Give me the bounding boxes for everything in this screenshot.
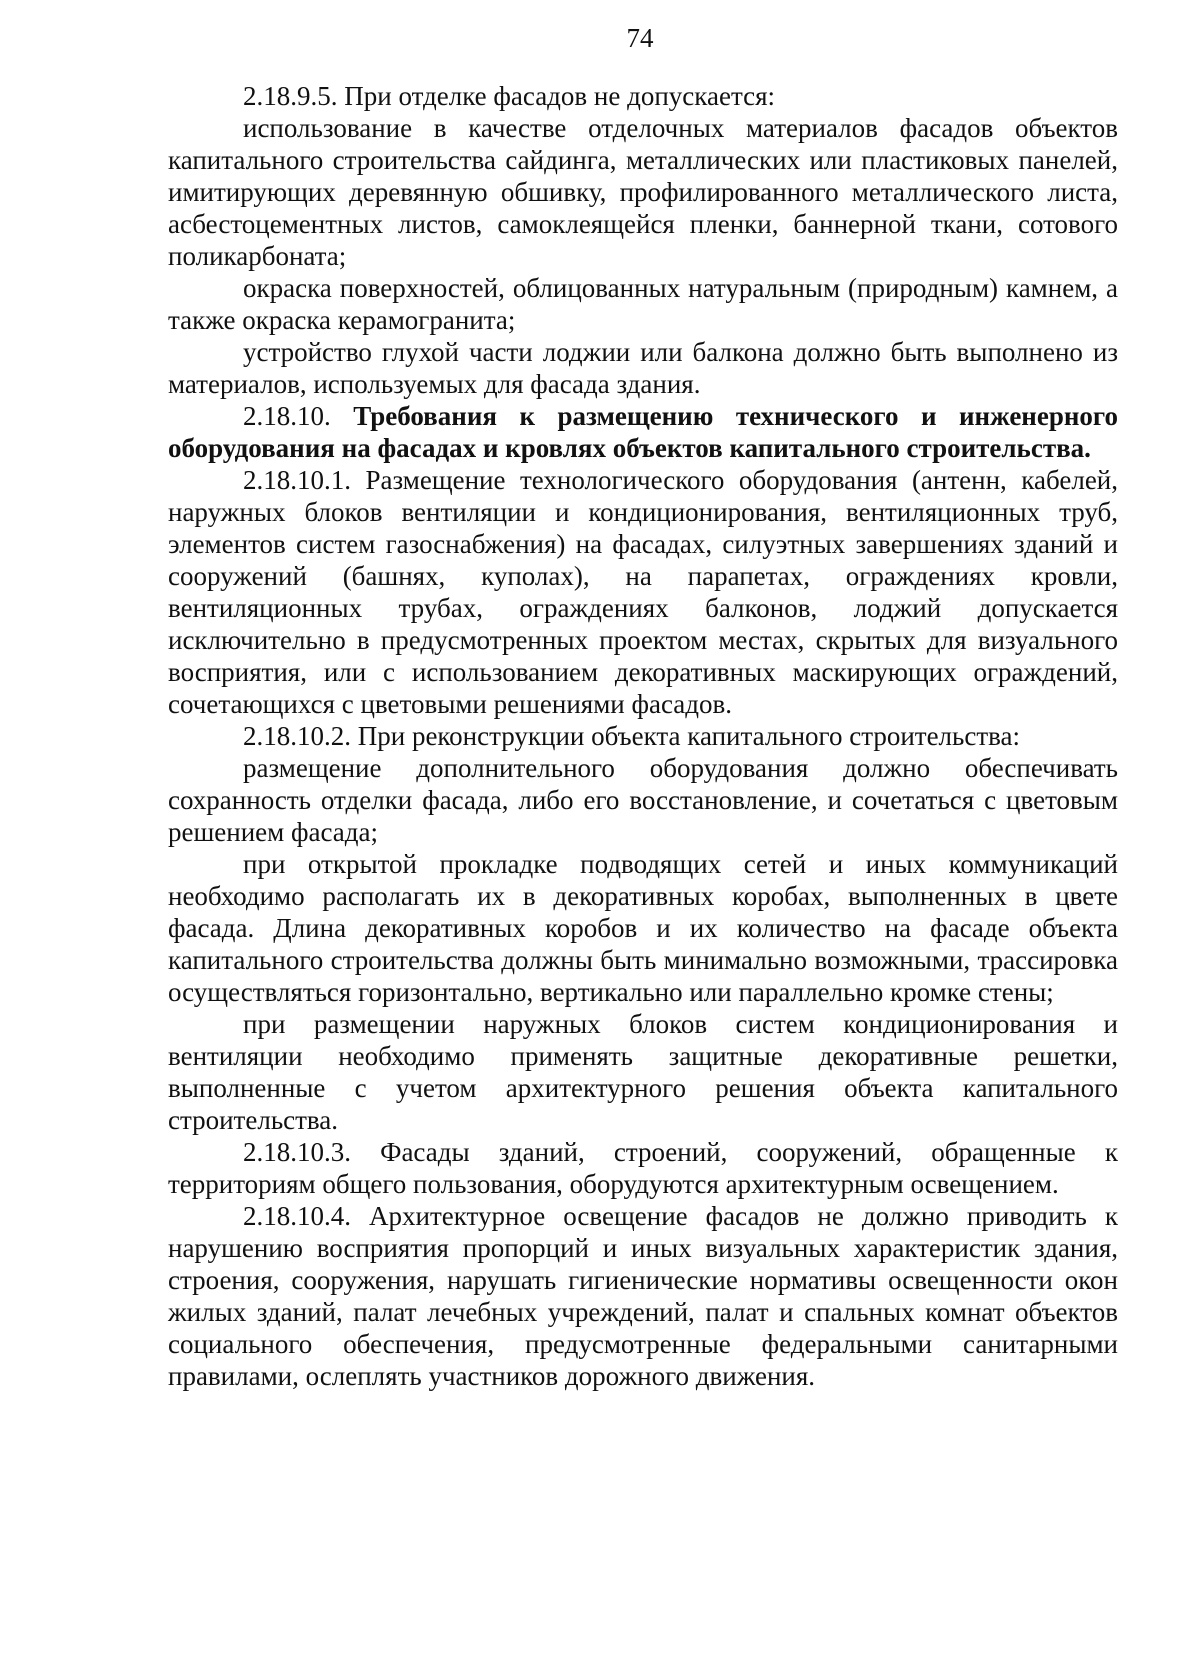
paragraph-2-18-10-4: 2.18.10.4. Архитектурное освещение фасадов не должно приводить к нарушению восприятия пропорций и иных визуальных характеристик здания, строения, сооружения, нарушать гигиенические нормативы освещенности окон жилых зданий, палат лечебных учреждений, палат и спальных комнат объектов социального обеспечения, предусмотренные федеральными санитарными правилами, ослеплять участников дорожного движения. [168, 1201, 1118, 1391]
section-title: Требования к размещению технического и инженерного оборудования на фасадах и кровлях объектов капитального строительства. [168, 401, 1119, 463]
section-number: 2.18.10. [243, 401, 331, 431]
paragraph-loggia-balcony: устройство глухой части лоджии или балкона должно быть выполнено из материалов, используемых для фасада здания. [168, 337, 1118, 399]
paragraph-2-18-9-5: 2.18.9.5. При отделке фасадов не допускается: [243, 81, 775, 111]
section-heading-2-18-10 [168, 400, 1118, 464]
paragraph-2-18-10-3: 2.18.10.3. Фасады зданий, строений, сооружений, обращенные к территориям общего пользования, оборудуются архитектурным освещением. [168, 1137, 1118, 1199]
paragraph-ac-units: при размещении наружных блоков систем кондиционирования и вентиляции необходимо применять защитные декоративные решетки, выполненные с учетом архитектурного решения объекта капитального строительства. [168, 1009, 1118, 1135]
page-number: 74 [626, 23, 654, 53]
paragraph-stone-painting: окраска поверхностей, облицованных натуральным (природным) камнем, а также окраска керамогранита; [168, 273, 1118, 335]
paragraph-open-wiring: при открытой прокладке подводящих сетей и иных коммуникаций необходимо располагать их в декоративных коробах, выполненных в цвете фасада. Длина декоративных коробов и их количество на фасаде объекта капитального строительства должны быть минимально возможными, трассировка осуществляться горизонтально, вертикально или параллельно кромке стены; [168, 849, 1118, 1007]
document-body [168, 80, 1118, 1392]
paragraph-2-18-10-1: 2.18.10.1. Размещение технологического оборудования (антенн, кабелей, наружных блоков вентиляции и кондиционирования, вентиляционных труб, элементов систем газоснабжения) на фасадах, силуэтных завершениях зданий и сооружений (башнях, куполах), на парапетах, ограждениях кровли, вентиляционных трубах, ограждениях балконов, лоджий допускается исключительно в предусмотренных проектом местах, скрытых для визуального восприятия, или с использованием декоративных маскирующих ограждений, сочетающихся с цветовыми решениями фасадов. [168, 465, 1118, 719]
paragraph-additional-equipment: размещение дополнительного оборудования должно обеспечивать сохранность отделки фасада, либо его восстановление, и сочетаться с цветовым решением фасада; [168, 753, 1118, 847]
paragraph-siding-prohibition: использование в качестве отделочных материалов фасадов объектов капитального строительства сайдинга, металлических или пластиковых панелей, имитирующих деревянную обшивку, профилированного металлического листа, асбестоцементных листов, самоклеящейся пленки, баннерной ткани, сотового поликарбоната; [168, 113, 1118, 271]
paragraph-2-18-10-2: 2.18.10.2. При реконструкции объекта капитального строительства: [243, 721, 1021, 751]
